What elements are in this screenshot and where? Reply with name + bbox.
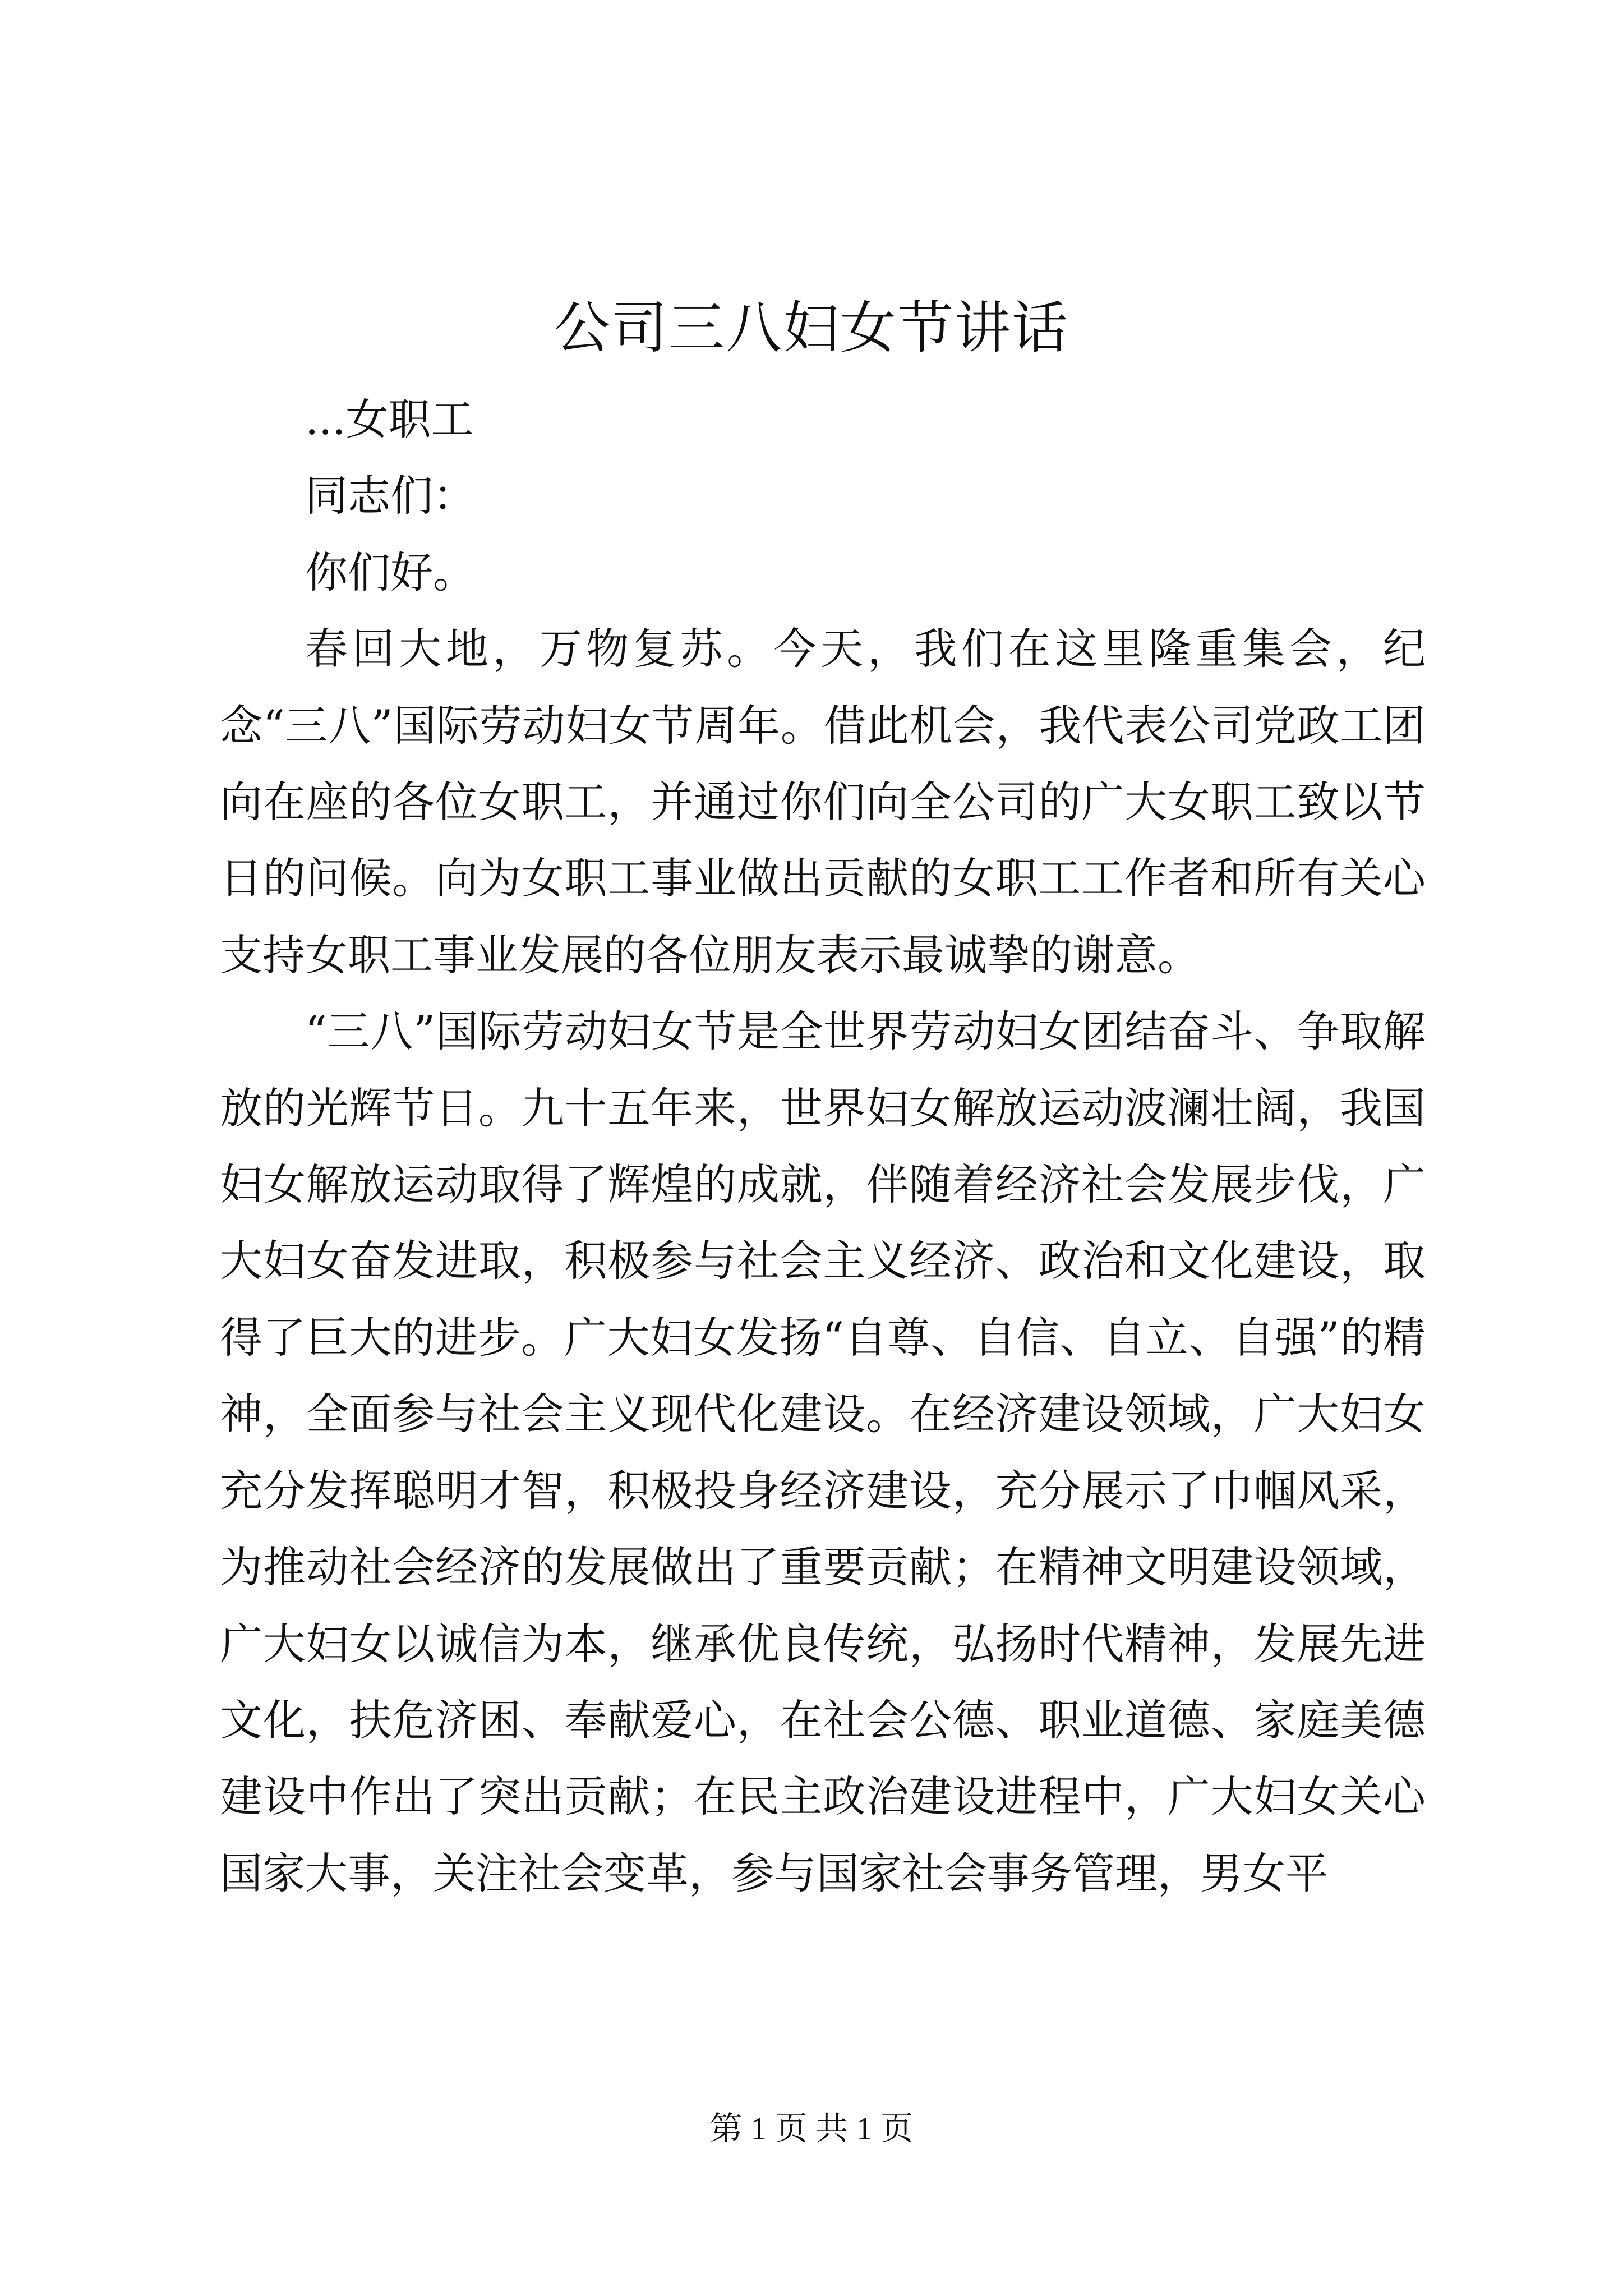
document-title: 公司三八妇女节讲话 bbox=[554, 295, 1069, 361]
greeting: 你们好。 bbox=[305, 547, 476, 597]
paragraph-opening: 春回大地，万物复苏。今天，我们在这里隆重集会，纪念“三八”国际劳动妇女节周年。借此机会，我代表公司党政工团向在座的各位女职工，并通过你们向全公司的广大女职工致以节日的问候。向为女职工事业做出贡献的女职工工作者和所有关心支持女职工事业发展的各位朋友表示最诚挚的谢意。 bbox=[220, 624, 1426, 980]
salutation-comrades: 同志们： bbox=[305, 471, 476, 521]
paragraph-history: “三八”国际劳动妇女节是全世界劳动妇女团结奋斗、争取解放的光辉节日。九十五年来，世界妇女解放运动波澜壮阔，我国妇女解放运动取得了辉煌的成就，伴随着经济社会发展步伐，广大妇女奋发进取，积极参与社会主义经济、政治和文化建设，取得了巨大的进步。广大妇女发扬“自尊、自信、自立、自强”的精神，全面参与社会主义现代化建设。在经济建设领域，广大妇女充分发挥聪明才智，积极投身经济建设，充分展示了巾帼风采，为推动社会经济的发展做出了重要贡献；在精神文明建设领域，广大妇女以诚信为本，继承优良传统，弘扬时代精神，发展先进文化，扶危济困、奉献爱心，在社会公德、职业道德、家庭美德建设中作出了突出贡献；在民主政治建设进程中，广大妇女关心国家大事，关注社会变革，参与国家社会事务管理，男女平 bbox=[220, 1006, 1426, 1898]
page-footer: 第 1 页 共 1 页 bbox=[709, 2110, 914, 2147]
document-body bbox=[220, 381, 1426, 1912]
salutation-recipients: ...女职工 bbox=[305, 394, 474, 444]
